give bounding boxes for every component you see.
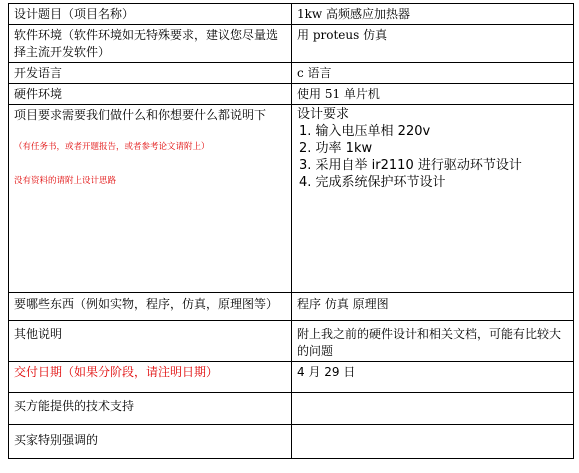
requirements-value-cell [292,105,574,293]
design-title-value: 1kw 高频感应加热器 [292,4,574,25]
table-row-hardware [9,84,574,105]
hardware-label: 硬件环境 [9,84,292,105]
deliverables-value: 程序 仿真 原理图 [292,293,574,321]
design-idea-note: 没有资料的请附上设计思路 [14,176,117,186]
table-row-tech-support [9,393,574,425]
deliverables-label: 要哪些东西（例如实物，程序，仿真，原理图等） [9,293,292,321]
design-title-label: 设计题目（项目名称） [9,4,292,25]
list-item: 2. 功率 1kw [299,141,373,156]
table-row-deliverables [9,293,574,321]
list-item: 1. 输入电压单相 220v [299,124,431,139]
hardware-value: 使用 51 单片机 [292,84,574,105]
requirements-list [297,123,568,191]
other-value: 附上我之前的硬件设计和相关文档，可能有比较大的问题 [292,321,574,362]
table-row-buyer-emphasis [9,425,574,459]
table-row-other [9,321,574,362]
other-label: 其他说明 [9,321,292,362]
buyer-emphasis-value [292,425,574,459]
requirements-title: 设计要求 [297,107,350,122]
delivery-date-label: 交付日期（如果分阶段，请注明日期） [9,362,292,393]
language-value: c 语言 [292,63,574,84]
language-label: 开发语言 [9,63,292,84]
buyer-emphasis-label: 买家特别强调的 [9,425,292,459]
delivery-date-value: 4 月 29 日 [292,362,574,393]
software-env-label: 软件环境（软件环境如无特殊要求，建议您尽量选择主流开发软件） [9,25,292,63]
tech-support-value [292,393,574,425]
table-row-design-title [9,4,574,25]
table-row-language [9,63,574,84]
attachment-note: （有任务书，或者开题报告，或者参考论文请附上） [14,142,210,152]
list-item: 4. 完成系统保护环节设计 [299,175,446,190]
table-row-requirements [9,105,574,293]
tech-support-label: 买方能提供的技术支持 [9,393,292,425]
software-env-value: 用 proteus 仿真 [292,25,574,63]
requirements-label-cell [9,105,292,293]
list-item: 3. 采用自举 ir2110 进行驱动环节设计 [299,158,522,173]
table-row-software-env [9,25,574,63]
requirements-form-table [8,3,574,459]
table-row-delivery-date [9,362,574,393]
requirements-label: 项目要求需要我们做什么和你想要什么都说明下 [14,108,267,122]
